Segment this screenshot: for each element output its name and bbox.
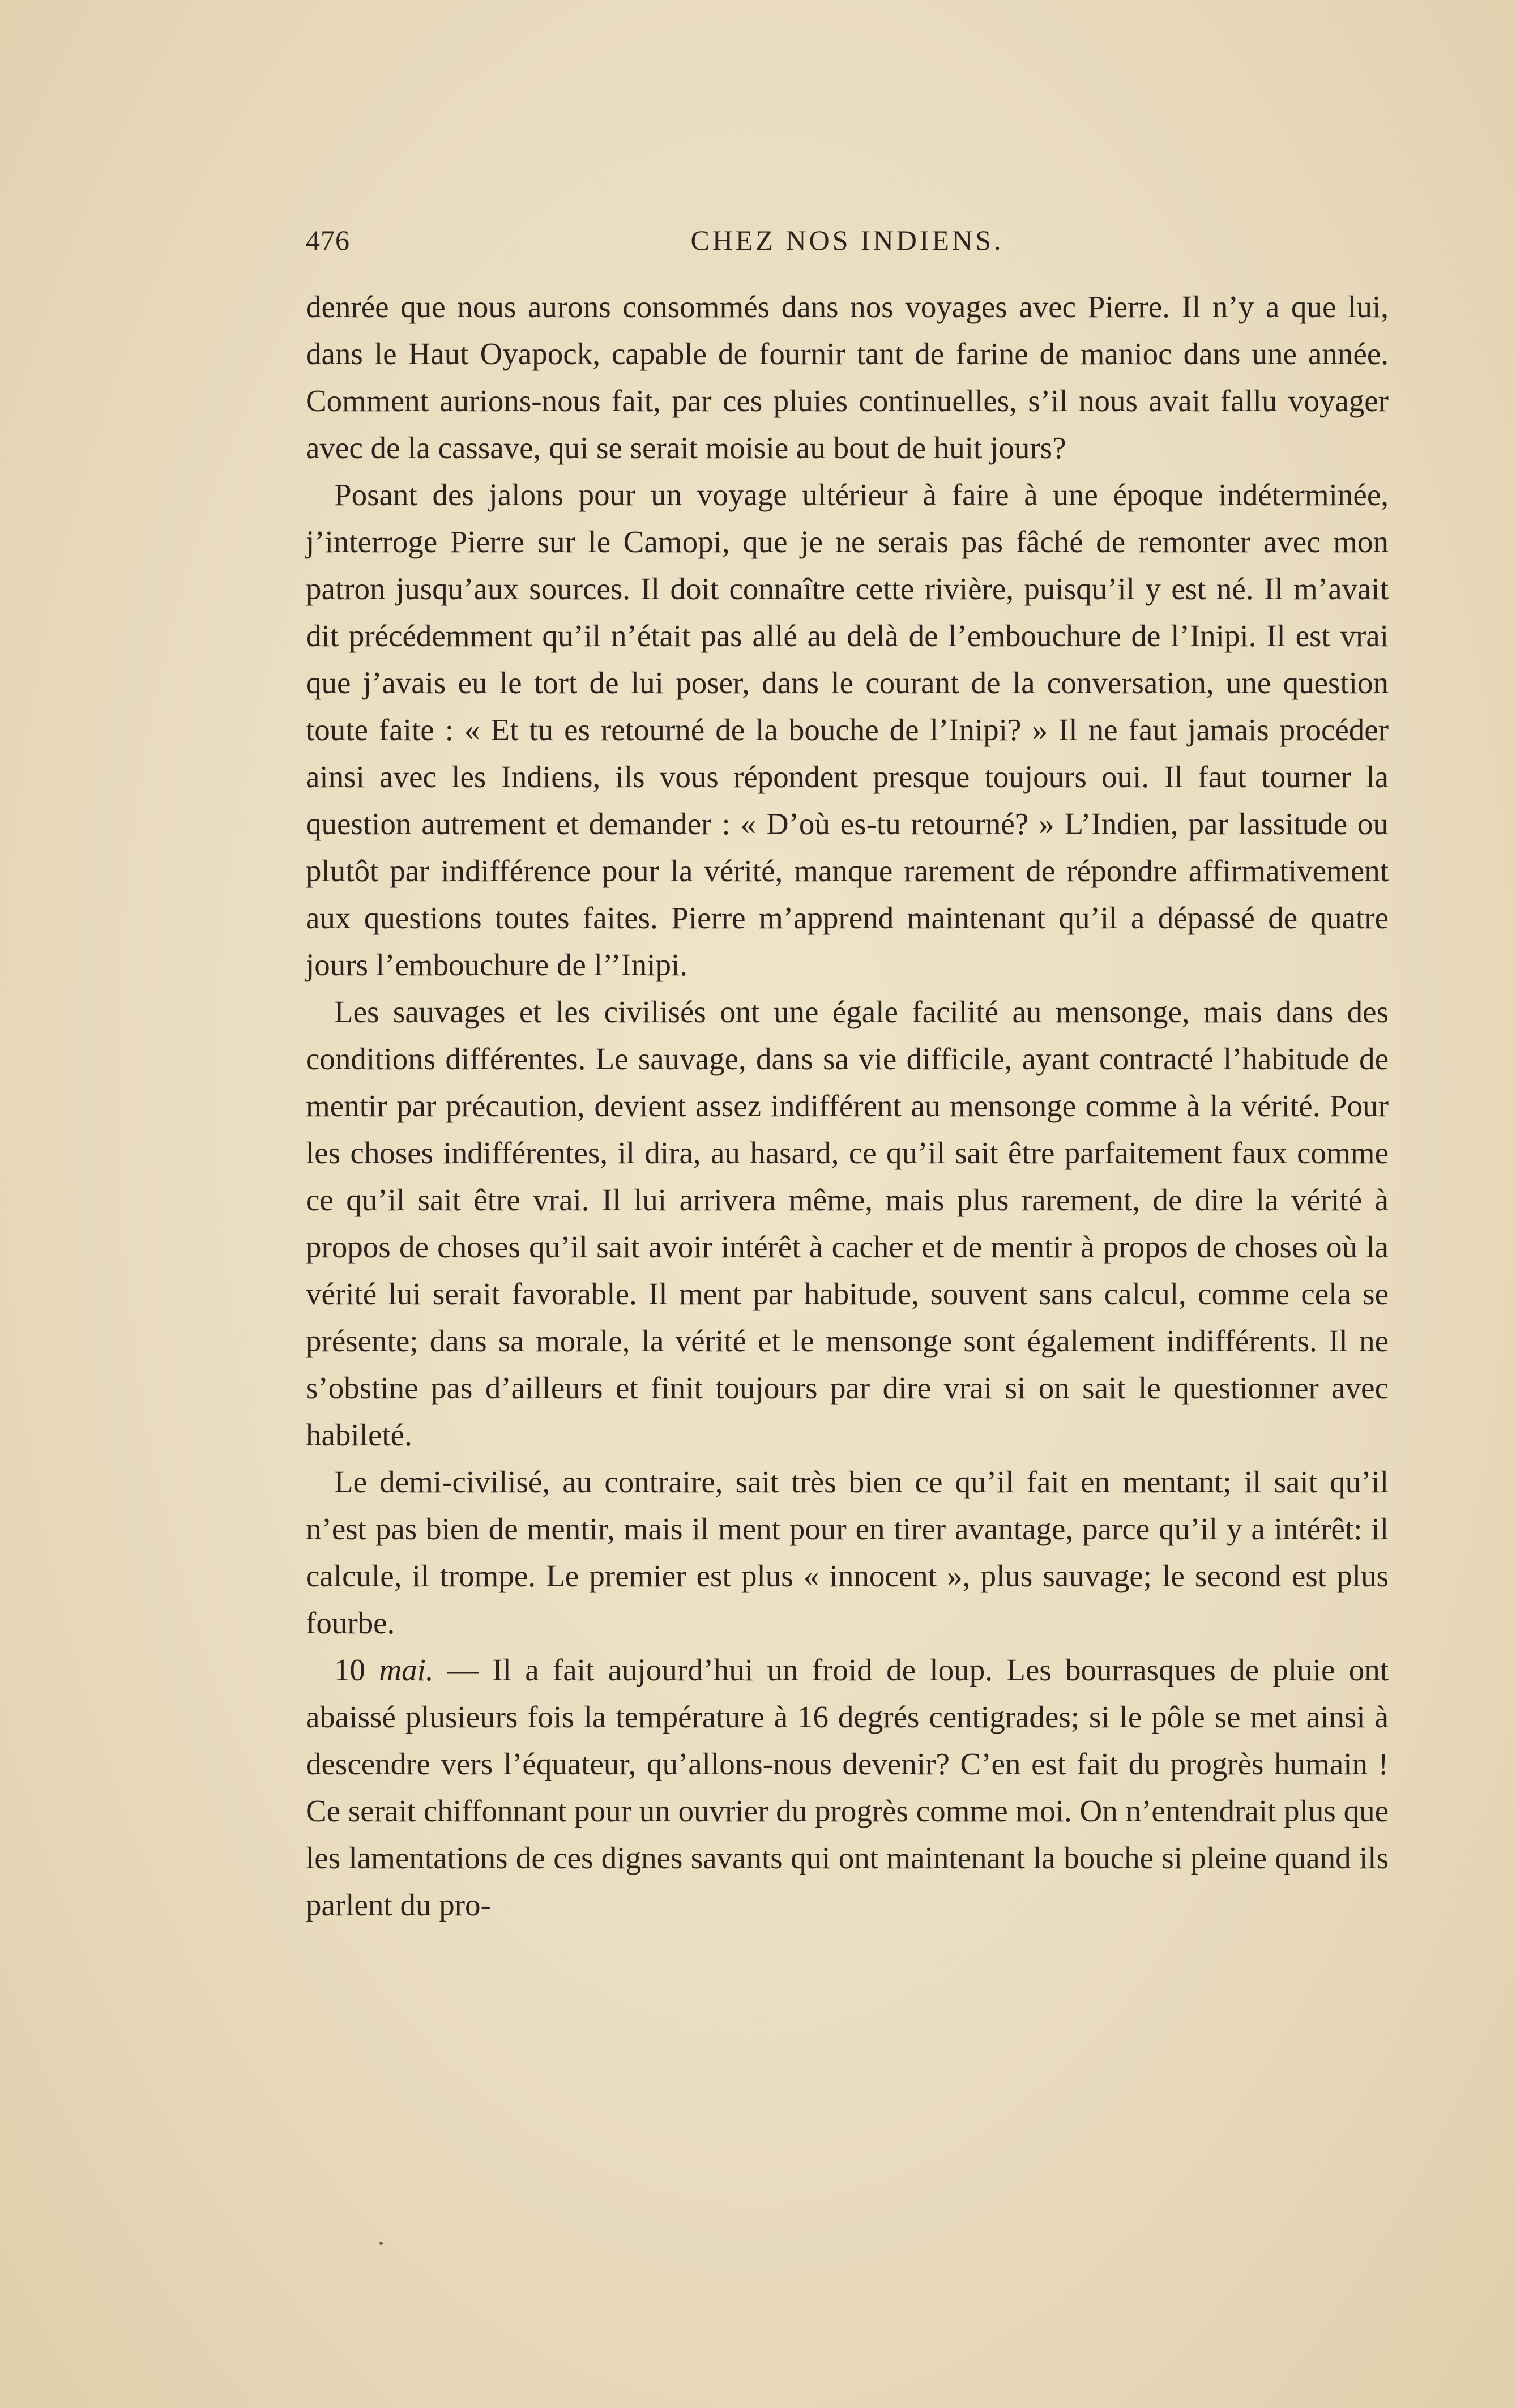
body-text [306, 283, 1389, 1928]
date-month: mai. [379, 1653, 434, 1687]
paragraph-4: Le demi-civilisé, au contraire, sait très bien ce qu’il fait en mentant; il sait qu’il n’est pas bien de mentir, mais il ment pour en tirer avantage, parce qu’il y a intérêt: il calcule, il trompe. Le premier est plus « innocent », plus sauvage; le second est plus fourbe. [306, 1465, 1389, 1640]
paragraph-1: denrée que nous aurons consommés dans nos voyages avec Pierre. Il n’y a que lui, dans le Haut Oyapock, capable de fournir tant de farine de manioc dans une année. Comment aurions-nous fait, par ces pluies continuelles, s’il nous avait fallu voyager avec de la cassave, qui se serait moisie au bout de huit jours? [306, 289, 1389, 465]
date-day: 10 [334, 1653, 379, 1687]
page-number: 476 [306, 224, 350, 256]
page-header [306, 224, 1389, 263]
paragraph-dated [306, 1646, 1389, 1928]
paragraph-3: Les sauvages et les civilisés ont une égale facilité au mensonge, mais dans des conditions différentes. Le sauvage, dans sa vie difficile, ayant contracté l’habitude de mentir par précaution, devient assez indifférent au mensonge comme à la vérité. Pour les choses indifférentes, il dira, au hasard, ce qu’il sait être parfaitement faux comme ce qu’il sait être vrai. Il lui arrivera même, mais plus rarement, de dire la vérité à propos de choses qu’il sait avoir intérêt à cacher et de mentir à propos de choses où la vérité lui serait favorable. Il ment par habitude, souvent sans calcul, comme cela se présente; dans sa morale, la vérité et le mensonge sont également indifférents. Il ne s’obstine pas d’ailleurs et finit toujours par dire vrai si on sait le questionner avec habileté. [306, 994, 1389, 1452]
paragraph-2: Posant des jalons pour un voyage ultérieur à faire à une époque indéterminée, j’interroge Pierre sur le Camopi, que je ne serais pas fâché de remonter avec mon patron jusqu’aux sources. Il doit connaître cette rivière, puisqu’il y est né. Il m’avait dit précédemment qu’il n’était pas allé au delà de l’embouchure de l’Inipi. Il est vrai que j’avais eu le tort de lui poser, dans le courant de la conversation, une question toute faite : « Et tu es retourné de la bouche de l’Inipi? » Il ne faut jamais procéder ainsi avec les Indiens, ils vous répondent presque toujours oui. Il faut tourner la question autrement et demander : « D’où es-tu retourné? » L’Indien, par lassitude ou plutôt par indifférence pour la vérité, manque rarement de répondre affirmativement aux questions toutes faites. Pierre m’apprend maintenant qu’il a dépassé de quatre jours l’embouchure de l’’Inipi. [306, 477, 1389, 982]
dated-paragraph-text: — Il a fait aujourd’hui un froid de loup. Les bourrasques de pluie ont abaissé plusieurs fois la température à 16 degrés centigrades; si le pôle se met ainsi à descendre vers l’équateur, qu’allons-nous devenir? C’en est fait du progrès humain ! Ce serait chiffonnant pour un ouvrier du progrès comme moi. On n’entendrait plus que les lamentations de ces dignes savants qui ont maintenant la bouche si pleine quand ils parlent du pro- [306, 1653, 1389, 1922]
running-title: CHEZ NOS INDIENS. [690, 224, 1004, 256]
paper-speck [379, 2242, 383, 2245]
